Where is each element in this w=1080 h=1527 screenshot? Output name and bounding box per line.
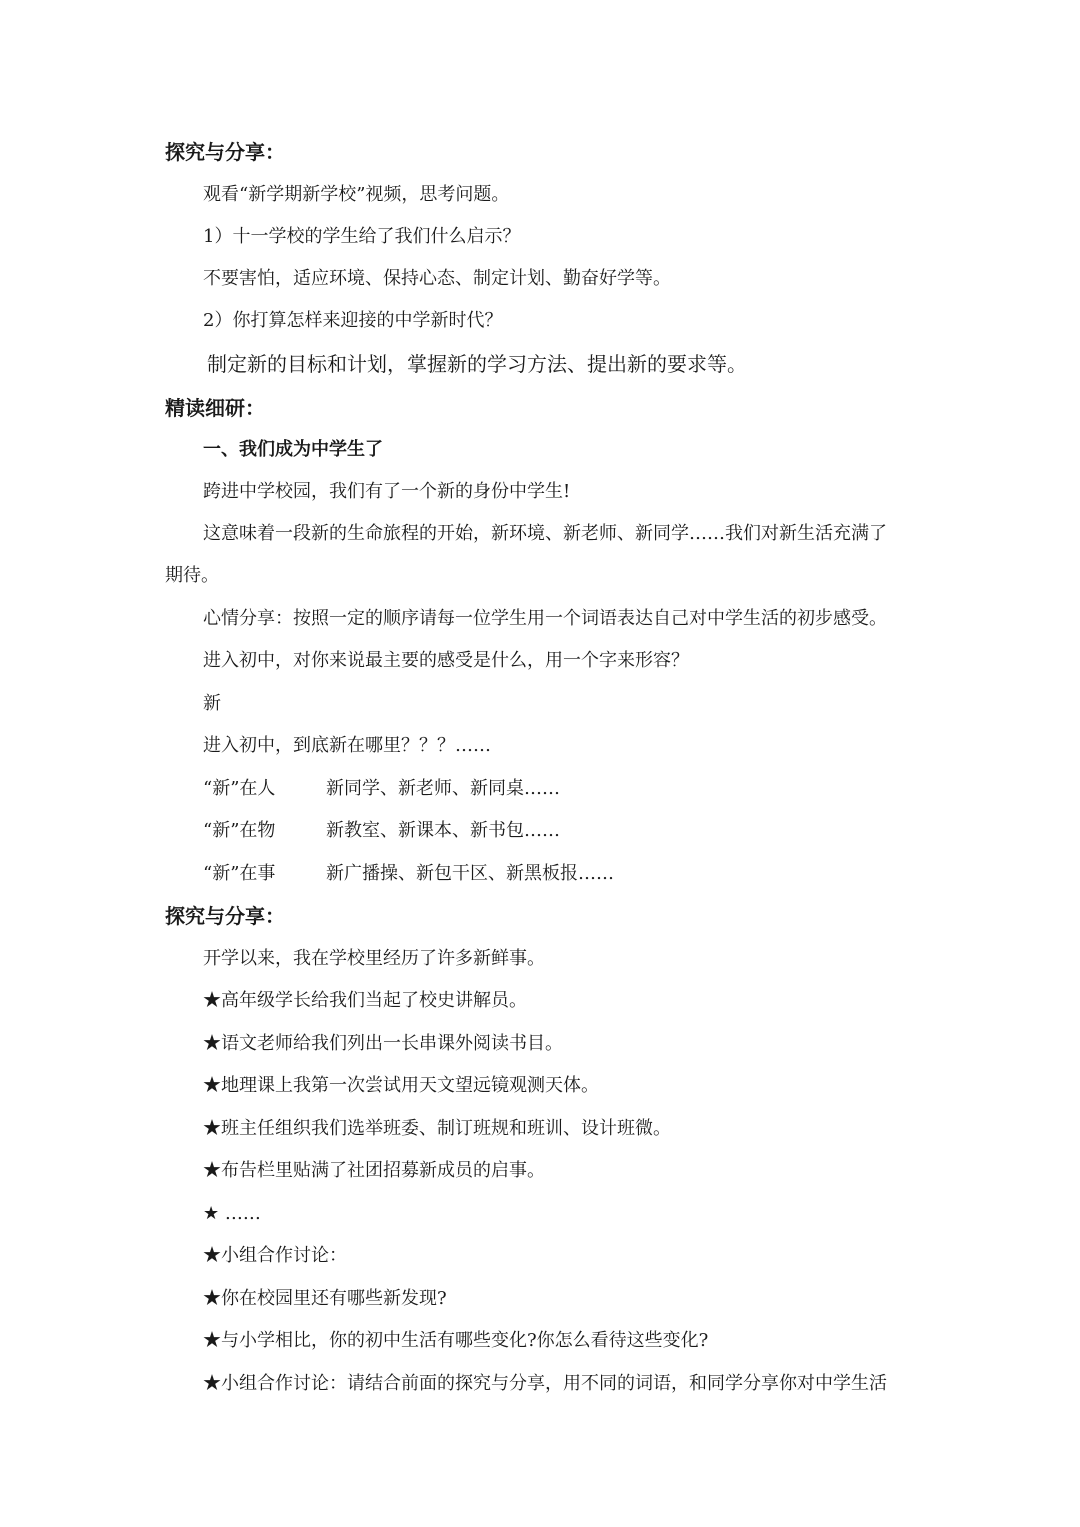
new-item: [203, 777, 560, 801]
section-heading: 精读细研：: [165, 396, 265, 420]
paragraph: 心情分享：按照一定的顺序请每一位学生用一个词语表达自己对中学生活的初步感受。: [203, 608, 887, 629]
answer: 制定新的目标和计划，掌握新的学习方法、提出新的要求等。: [207, 352, 747, 376]
star-item: ★布告栏里贴满了社团招募新成员的启事。: [203, 1160, 545, 1181]
paragraph: 开学以来，我在学校里经历了许多新鲜事。: [203, 948, 545, 969]
answer: 不要害怕，适应环境、保持心态、制定计划、勤奋好学等。: [203, 268, 671, 289]
section-heading: 探究与分享：: [165, 140, 285, 164]
star-item: ★高年级学长给我们当起了校史讲解员。: [203, 990, 527, 1011]
paragraph: 期待。: [165, 565, 219, 586]
star-item: ★ ……: [203, 1203, 261, 1224]
paragraph: 这意味着一段新的生命旅程的开始，新环境、新老师、新同学……我们对新生活充满了: [203, 523, 887, 544]
paragraph: 进入初中，到底新在哪里？？？……: [203, 735, 491, 756]
star-item: ★班主任组织我们选举班委、制订班规和班训、设计班微。: [203, 1118, 671, 1139]
star-item: ★你在校园里还有哪些新发现?: [203, 1288, 447, 1309]
paragraph: 观看“新学期新学校”视频，思考问题。: [203, 184, 510, 205]
star-item: ★地理课上我第一次尝试用天文望远镜观测天体。: [203, 1075, 599, 1096]
new-item-tag: “新”在事: [203, 863, 276, 884]
question: 2）你打算怎样来迎接的中学新时代？: [203, 310, 503, 331]
paragraph: 跨进中学校园，我们有了一个新的身份中学生!: [203, 481, 571, 502]
star-item: ★与小学相比，你的初中生活有哪些变化?你怎么看待这些变化?: [203, 1330, 709, 1351]
question: 1）十一学校的学生给了我们什么启示？: [203, 226, 521, 247]
answer: 新: [203, 693, 221, 714]
new-item: [203, 862, 614, 886]
new-item-text: 新广播操、新包干区、新黑板报……: [326, 863, 614, 884]
new-item-tag: “新”在人: [203, 778, 276, 799]
subsection-heading: 一、我们成为中学生了: [203, 439, 383, 460]
star-item: ★小组合作讨论：: [203, 1245, 347, 1266]
new-item: [203, 819, 560, 843]
star-item: ★语文老师给我们列出一长串课外阅读书目。: [203, 1033, 563, 1054]
paragraph: 进入初中，对你来说最主要的感受是什么，用一个字来形容？: [203, 650, 689, 671]
section-heading: 探究与分享：: [165, 904, 285, 928]
new-item-text: 新教室、新课本、新书包……: [326, 820, 560, 841]
new-item-tag: “新”在物: [203, 820, 276, 841]
new-item-text: 新同学、新老师、新同桌……: [326, 778, 560, 799]
star-item: ★小组合作讨论：请结合前面的探究与分享，用不同的词语，和同学分享你对中学生活: [203, 1373, 887, 1394]
